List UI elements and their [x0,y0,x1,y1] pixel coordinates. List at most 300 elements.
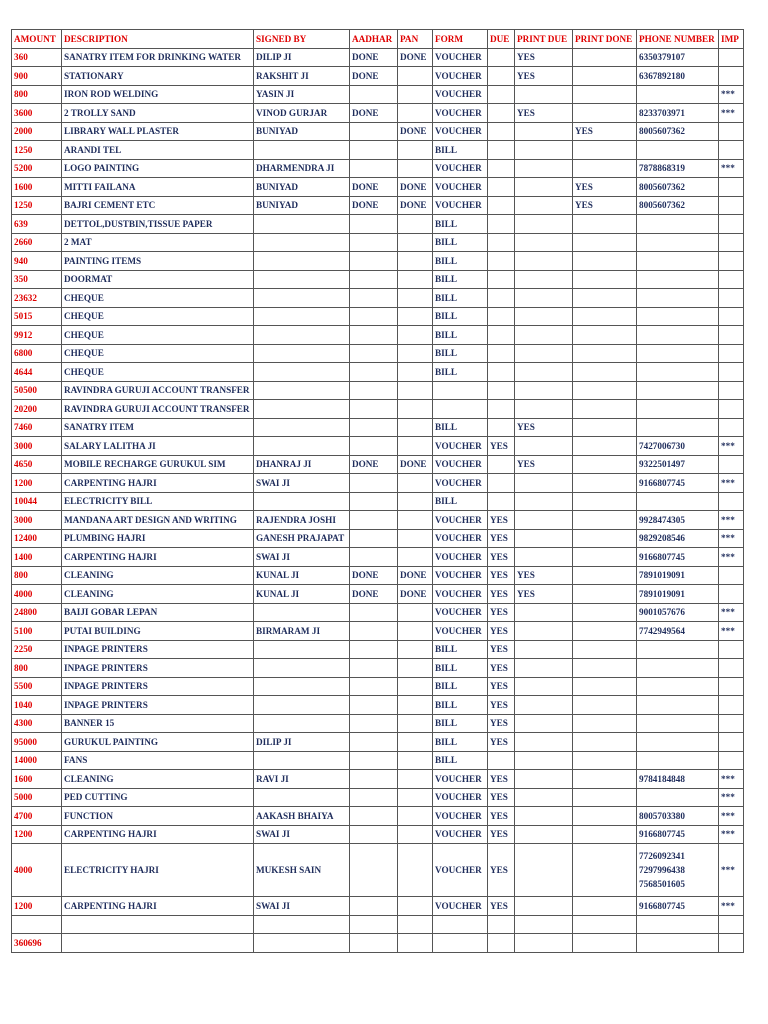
cell-print-done [573,844,637,897]
table-row [12,437,744,456]
cell-aadhar [350,159,398,178]
cell-description: INPAGE PRINTERS [62,640,254,659]
cell-description: CHEQUE [62,307,254,326]
cell-phone-number: 7427006730 [637,437,719,456]
cell-signed-by: DILIP JI [254,48,350,67]
cell-pan [398,474,433,493]
cell-phone-number: 6367892180 [637,67,719,86]
cell-print-due [515,659,573,678]
cell-aadhar [350,511,398,530]
cell-print-done [573,307,637,326]
cell-print-done [573,363,637,382]
cell-imp [719,363,744,382]
cell-amount: 360696 [12,934,62,953]
cell-due [488,48,515,67]
cell-description: FANS [62,751,254,770]
cell-phone-number [637,418,719,437]
table-row [12,622,744,641]
cell-pan [398,897,433,916]
cell-due: YES [488,714,515,733]
cell-due: YES [488,733,515,752]
cell-phone-number: 8005607362 [637,196,719,215]
table-row [12,400,744,419]
table-row [12,270,744,289]
cell-pan: DONE [398,196,433,215]
cell-print-due [515,677,573,696]
table-row [12,122,744,141]
cell-imp [719,67,744,86]
cell-pan [398,788,433,807]
table-row [12,215,744,234]
cell-phone-number: 9829208546 [637,529,719,548]
cell-amount: 7460 [12,418,62,437]
cell-due: YES [488,640,515,659]
cell-imp [719,48,744,67]
cell-signed-by: KUNAL JI [254,566,350,585]
cell-due: YES [488,696,515,715]
cell-pan: DONE [398,566,433,585]
cell-due [488,474,515,493]
cell-form: VOUCHER [433,159,488,178]
cell-imp [719,178,744,197]
cell-description: FUNCTION [62,807,254,826]
cell-description [62,934,254,953]
cell-form: VOUCHER [433,566,488,585]
cell-aadhar [350,437,398,456]
table-row [12,67,744,86]
cell-imp [719,233,744,252]
cell-form: VOUCHER [433,455,488,474]
cell-pan [398,400,433,419]
cell-due [488,381,515,400]
cell-signed-by [254,492,350,511]
cell-amount: 23632 [12,289,62,308]
cell-signed-by: BIRMARAM JI [254,622,350,641]
cell-amount: 2660 [12,233,62,252]
cell-due: YES [488,788,515,807]
cell-due: YES [488,677,515,696]
cell-phone-number: 9001057676 [637,603,719,622]
cell-pan [398,85,433,104]
cell-print-done [573,915,637,934]
cell-print-done [573,677,637,696]
cell-signed-by: GANESH PRAJAPAT [254,529,350,548]
cell-aadhar [350,622,398,641]
cell-aadhar [350,363,398,382]
cell-amount: 900 [12,67,62,86]
cell-signed-by [254,915,350,934]
cell-due [488,400,515,419]
table-row [12,474,744,493]
cell-imp [719,677,744,696]
cell-signed-by [254,788,350,807]
table-row [12,677,744,696]
cell-aadhar [350,751,398,770]
cell-description: CLEANING [62,566,254,585]
cell-form: BILL [433,418,488,437]
cell-phone-number: 7742949564 [637,622,719,641]
cell-form: VOUCHER [433,622,488,641]
cell-amount: 3000 [12,511,62,530]
cell-form: VOUCHER [433,548,488,567]
cell-print-done: YES [573,122,637,141]
table-row [12,196,744,215]
cell-aadhar [350,915,398,934]
cell-form: BILL [433,270,488,289]
table-row [12,733,744,752]
cell-print-due [515,270,573,289]
cell-pan [398,548,433,567]
cell-description: CHEQUE [62,344,254,363]
cell-aadhar [350,326,398,345]
cell-imp: *** [719,437,744,456]
cell-amount: 3000 [12,437,62,456]
cell-print-due [515,696,573,715]
cell-print-due [515,178,573,197]
cell-signed-by [254,714,350,733]
cell-description: PUTAI BUILDING [62,622,254,641]
cell-signed-by [254,437,350,456]
cell-print-done [573,233,637,252]
cell-phone-number: 9166807745 [637,825,719,844]
cell-amount: 5500 [12,677,62,696]
cell-due: YES [488,603,515,622]
cell-phone-number [637,677,719,696]
cell-phone-number [637,934,719,953]
cell-imp [719,196,744,215]
cell-description: CHEQUE [62,289,254,308]
cell-imp [719,270,744,289]
cell-amount: 360 [12,48,62,67]
cell-description: MITTI FAILANA [62,178,254,197]
cell-pan [398,492,433,511]
cell-amount: 6800 [12,344,62,363]
cell-due: YES [488,529,515,548]
cell-signed-by [254,677,350,696]
cell-pan [398,934,433,953]
cell-phone-number: 7726092341 7297996438 7568501605 [637,844,719,897]
cell-form: BILL [433,677,488,696]
cell-description: BANNER 15 [62,714,254,733]
cell-due [488,492,515,511]
cell-print-due [515,307,573,326]
cell-phone-number [637,289,719,308]
cell-pan [398,511,433,530]
cell-due: YES [488,659,515,678]
cell-phone-number [637,714,719,733]
cell-signed-by: SWAI JI [254,548,350,567]
cell-description: CARPENTING HAJRI [62,474,254,493]
cell-form: VOUCHER [433,511,488,530]
cell-pan [398,307,433,326]
cell-print-due [515,511,573,530]
cell-description: ARANDI TEL [62,141,254,160]
cell-signed-by [254,289,350,308]
cell-description: SALARY LALITHA JI [62,437,254,456]
cell-amount: 4000 [12,844,62,897]
cell-print-done [573,511,637,530]
cell-form: VOUCHER [433,122,488,141]
cell-signed-by: KUNAL JI [254,585,350,604]
cell-phone-number [637,344,719,363]
cell-print-done [573,659,637,678]
cell-imp: *** [719,511,744,530]
cell-signed-by: BUNIYAD [254,178,350,197]
cell-print-due: YES [515,585,573,604]
cell-aadhar: DONE [350,455,398,474]
table-row [12,363,744,382]
cell-signed-by [254,400,350,419]
cell-imp [719,714,744,733]
cell-imp [719,585,744,604]
header-row [12,30,744,49]
cell-pan: DONE [398,455,433,474]
cell-amount: 940 [12,252,62,271]
cell-print-due [515,548,573,567]
cell-pan [398,733,433,752]
cell-aadhar [350,252,398,271]
cell-description: SANATRY ITEM FOR DRINKING WATER [62,48,254,67]
cell-signed-by [254,603,350,622]
cell-imp [719,733,744,752]
cell-print-due [515,807,573,826]
cell-phone-number [637,363,719,382]
cell-aadhar [350,677,398,696]
cell-print-due [515,381,573,400]
cell-aadhar: DONE [350,566,398,585]
cell-signed-by: DHANRAJ JI [254,455,350,474]
cell-amount: 4000 [12,585,62,604]
cell-amount: 1250 [12,141,62,160]
cell-form: VOUCHER [433,603,488,622]
cell-aadhar: DONE [350,178,398,197]
cell-signed-by: BUNIYAD [254,122,350,141]
cell-print-done [573,270,637,289]
cell-form: VOUCHER [433,48,488,67]
table-row [12,897,744,916]
cell-amount: 2000 [12,122,62,141]
cell-description: STATIONARY [62,67,254,86]
cell-imp: *** [719,844,744,897]
cell-pan [398,844,433,897]
cell-pan: DONE [398,178,433,197]
cell-signed-by [254,141,350,160]
cell-description: RAVINDRA GURUJI ACCOUNT TRANSFER [62,381,254,400]
cell-print-due [515,733,573,752]
header-amount: AMOUNT [12,30,62,49]
cell-aadhar [350,233,398,252]
cell-print-done [573,455,637,474]
cell-aadhar: DONE [350,48,398,67]
cell-amount: 800 [12,85,62,104]
cell-due: YES [488,437,515,456]
cell-amount: 4700 [12,807,62,826]
cell-imp [719,696,744,715]
cell-print-done [573,548,637,567]
cell-signed-by [254,381,350,400]
cell-print-due [515,289,573,308]
cell-pan [398,326,433,345]
cell-signed-by [254,418,350,437]
table-row [12,344,744,363]
cell-print-done [573,825,637,844]
cell-due [488,289,515,308]
cell-amount: 1600 [12,770,62,789]
table-row [12,529,744,548]
cell-form: BILL [433,696,488,715]
cell-phone-number [637,326,719,345]
cell-print-due [515,233,573,252]
table-row [12,178,744,197]
header-form: FORM [433,30,488,49]
cell-amount: 1200 [12,897,62,916]
cell-due [488,252,515,271]
cell-form: BILL [433,492,488,511]
cell-signed-by [254,659,350,678]
cell-print-due [515,751,573,770]
cell-print-done [573,529,637,548]
cell-phone-number: 8005607362 [637,122,719,141]
cell-form: VOUCHER [433,437,488,456]
cell-print-done [573,733,637,752]
table-row [12,418,744,437]
cell-description: GURUKUL PAINTING [62,733,254,752]
cell-print-due [515,326,573,345]
cell-due: YES [488,807,515,826]
table-row [12,307,744,326]
cell-phone-number: 9166807745 [637,474,719,493]
cell-due [488,67,515,86]
cell-phone-number [637,751,719,770]
table-header [12,30,744,49]
table-body [12,48,744,952]
cell-imp: *** [719,897,744,916]
cell-signed-by [254,252,350,271]
cell-pan [398,915,433,934]
cell-form: BILL [433,640,488,659]
cell-pan [398,622,433,641]
cell-due [488,178,515,197]
cell-phone-number: 8005703380 [637,807,719,826]
cell-pan [398,270,433,289]
cell-description: BAJRI CEMENT ETC [62,196,254,215]
cell-print-done [573,622,637,641]
cell-aadhar [350,640,398,659]
cell-print-done [573,344,637,363]
cell-signed-by: RAKSHIT JI [254,67,350,86]
table-row [12,492,744,511]
cell-pan [398,67,433,86]
cell-print-done: YES [573,178,637,197]
cell-description: IRON ROD WELDING [62,85,254,104]
cell-imp [719,326,744,345]
cell-amount: 1400 [12,548,62,567]
cell-aadhar [350,733,398,752]
cell-aadhar [350,307,398,326]
cell-amount: 20200 [12,400,62,419]
cell-print-done [573,289,637,308]
cell-phone-number: 9166807745 [637,548,719,567]
cell-pan [398,104,433,123]
cell-aadhar [350,492,398,511]
cell-amount: 4650 [12,455,62,474]
cell-signed-by [254,696,350,715]
cell-aadhar [350,141,398,160]
header-aadhar: AADHAR [350,30,398,49]
cell-phone-number [637,233,719,252]
cell-print-done [573,215,637,234]
cell-due [488,326,515,345]
cell-phone-number [637,659,719,678]
cell-description: LOGO PAINTING [62,159,254,178]
header-print-due: PRINT DUE [515,30,573,49]
cell-form: BILL [433,307,488,326]
cell-imp [719,640,744,659]
cell-amount: 9912 [12,326,62,345]
cell-form: BILL [433,659,488,678]
cell-pan [398,603,433,622]
cell-phone-number: 7891019091 [637,566,719,585]
table-row [12,659,744,678]
cell-pan [398,751,433,770]
cell-phone-number: 8233703971 [637,104,719,123]
cell-print-done [573,48,637,67]
cell-print-done [573,85,637,104]
cell-print-done [573,640,637,659]
cell-phone-number: 8005607362 [637,178,719,197]
cell-print-done [573,159,637,178]
cell-form: VOUCHER [433,529,488,548]
cell-phone-number [637,696,719,715]
expense-table [11,29,744,953]
cell-print-due [515,344,573,363]
cell-print-due [515,714,573,733]
cell-form: VOUCHER [433,585,488,604]
cell-description: CARPENTING HAJRI [62,825,254,844]
cell-due [488,455,515,474]
cell-signed-by: BUNIYAD [254,196,350,215]
cell-aadhar: DONE [350,196,398,215]
cell-form: VOUCHER [433,67,488,86]
cell-print-done [573,141,637,160]
cell-pan [398,363,433,382]
cell-amount [12,915,62,934]
cell-print-due [515,788,573,807]
cell-amount: 800 [12,659,62,678]
cell-amount: 12400 [12,529,62,548]
cell-phone-number: 9322501497 [637,455,719,474]
table-row [12,751,744,770]
table-row [12,770,744,789]
cell-form: VOUCHER [433,178,488,197]
cell-print-due [515,934,573,953]
cell-form: VOUCHER [433,85,488,104]
cell-pan [398,437,433,456]
cell-aadhar [350,344,398,363]
cell-pan [398,159,433,178]
cell-aadhar [350,85,398,104]
cell-print-done [573,400,637,419]
cell-print-done [573,897,637,916]
cell-pan [398,807,433,826]
cell-amount: 1600 [12,178,62,197]
cell-print-due [515,529,573,548]
cell-amount: 2250 [12,640,62,659]
cell-description: RAVINDRA GURUJI ACCOUNT TRANSFER [62,400,254,419]
cell-print-done [573,585,637,604]
header-print-done: PRINT DONE [573,30,637,49]
cell-imp: *** [719,788,744,807]
